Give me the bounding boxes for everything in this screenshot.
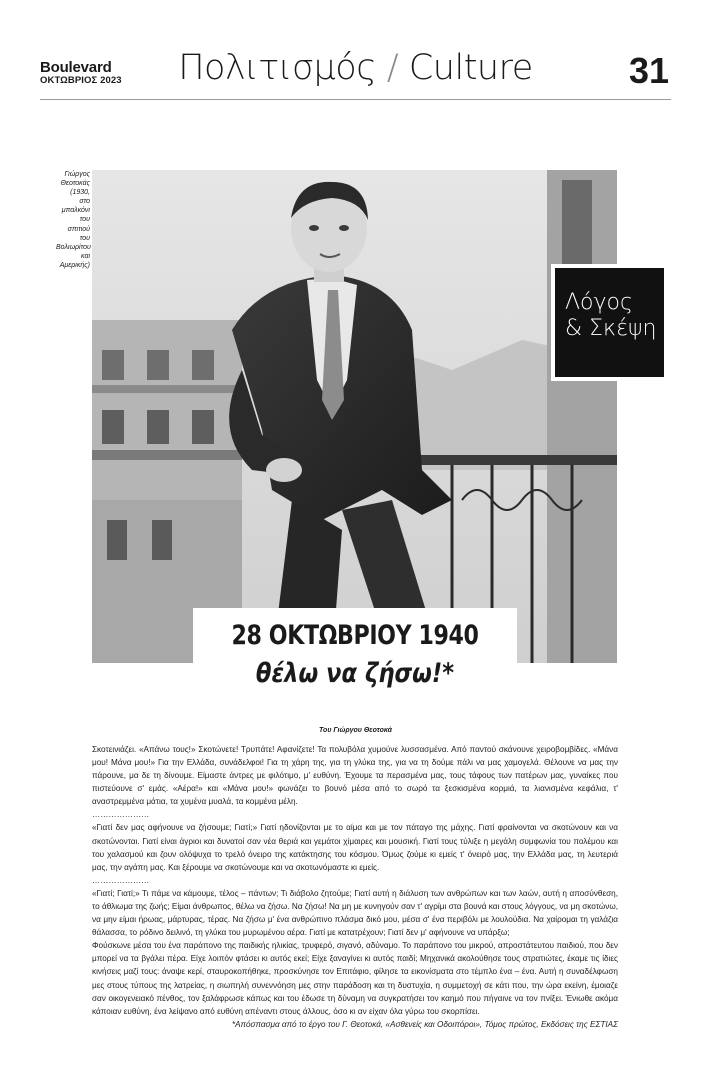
section-title-english: Culture xyxy=(408,48,533,88)
article-paragraph-3: «Γιατί; Γιατί;» Τι πάμε να κάμουμε, τέλος – πάντων; Τι διάβολο ζητούμε; Γιατί αυτή η διάλυση των ανθρώπων και των λαών, αυτή η αποσύνθεση, το άθλιωμα της ζωής; Είμαι άνθρωπος, θέλω να ζήσω. Να ζήσω! Να μη με κυνηγούν σαν τ' αγρίμι στα βουνά και στους λόγγους, να μη σκοτώνω, να μην είμαι ήρωας, μάρτυρας, τέρας. Να ζήσω μ' ένα ανθρώπινο πλάσμα δικό μου, μέσα σ' ένα περιβόλι με λουλούδια. Να χαίρομαι τη γαλάζια θάλασσα, το ρόδινο δειλινό, τη γλύκα του μυρωμένου αέρα. Γιατί με κατατρέχουν; Γιατί δεν μ' αφήνουνε να υπάρξω; xyxy=(92,888,618,938)
article-body xyxy=(92,743,618,1031)
section-separator-1: ………………… xyxy=(92,810,150,820)
photo-caption: Γιώργος Θεοτοκάς (1930, στο μπαλκόνι του σπιτιού του Βολιωρίτου και Αμερικής) xyxy=(56,171,91,269)
article-paragraph-4: Φούσκωνε μέσα του ένα παράπονο της παιδικής ηλικίας, τρυφερό, σιγανό, αδύναμο. Το παράπονο του μικρού, απροστάτευτου παιδιού, που δεν μπορεί να τα βγάλει πέρα. Είχε λοιπόν φτάσει κι αυτός εκεί; Είχε ξαναγίνει κι αυτός παιδί; Μηχανικά ακολούθησε τους στρατιώτες, έκαμε τις ίδιες κινήσεις μαζί τους: άναψε κερί, σταυροκοπήθηκε, προσκύνησε τον Επιτάφιο, φίλησε τα εικονίσματα στο τέμπλο ένα – ένα. Αυτή η συναδέλφωση μες στους τύπους της λατρείας, η σιωπηλή συνεννόηση μες στην παράδοση και τη δυστυχία, η συμμετοχή σε κάτι που, την ώρα εκείνη, έμοιαζε σαν οικογενειακό πένθος, τον ξαλάφρωσε κάπως και του έδωσε τη δύναμη να συγκρατήσει τον καημό που πήγαινε να τον πνίξει. Ένιωθε ακόμα κάποιαν ευθύνη, ένα λείψανο από ευθύνη απέναντι στους άλλους, όσο κι αν είχαν όλα γύρω του σκορπίσει. xyxy=(92,941,618,1016)
byline: Του Γιώργου Θεοτοκά xyxy=(319,727,392,734)
section-title-separator: / xyxy=(386,48,399,88)
headline-title: θέλω να ζήσω!* xyxy=(255,658,455,689)
page-number: 31 xyxy=(628,50,669,91)
section-title-greek: Πολιτισμός xyxy=(178,48,377,88)
section-title xyxy=(0,48,711,88)
header-divider xyxy=(40,99,671,100)
section-badge-box xyxy=(555,268,664,377)
article-paragraph-1: Σκοτεινιάζει. «Απάνω τους!» Σκοτώνετε! Τρυπάτε! Αφανίζετε! Τα πολυβόλα χυμούνε λυσσασμένα. Από παντού σκάνουνε χειροβομβίδες. «Μάνα μου! Μάνα μου!» Για την Ελλάδα, συνάδελφοι! Για τη χάρη της, για τη γλύκα της, για να τη δούμε πάλι να μας χαμογελά. Θέλουνε να μας την πάρουνε, μα δε τη δίνουμε. Είμαστε άντρες με φιλότιμο, μ' ευθύνη. Έχουμε τα περασμένα μας, τους τάφους των πατέρων μας, γυναίκες που πιστεύουνε σ' εμάς. «Αέρα!» και «Μάνα μου!» φωνάζει το βουνό μέσα από το σωρό τα ξεσκισμένα κορμιά, τα λιανισμένα κεφάλια, τ' αναστρεμμένα μάτια, τα χυμένα μυαλά, τα κομμένα μέλη. xyxy=(92,745,618,807)
badge-line-2: & Σκέψη xyxy=(565,316,657,342)
brand-name: Boulevard xyxy=(40,59,112,76)
badge-line-1: Λόγος xyxy=(565,290,633,315)
headline-date: 28 ΟΚΤΩΒΡΙΟΥ 1940 xyxy=(231,620,479,651)
portrait-photo xyxy=(92,170,617,663)
section-badge xyxy=(551,264,668,381)
issue-date: ΟΚΤΩΒΡΙΟΣ 2023 xyxy=(40,75,122,86)
article-paragraph-2: «Γιατί δεν μας αφήνουνε να ζήσουμε; Γιατί;» Γιατί ηδονίζονται με το αίμα και με τον πάταγο της μάχης. Γιατί φραίνονται να σκοτώνουν και να σκοτώνονται. Γιατί είναι άγριοι και δυνατοί σαν νέα θεριά και γεμάτοι χίμαιρες και μουσική. Γιατί τους τύλιξε η μεγάλη συμφωνία του πολέμου και του χαλασμού και ζουν ολόψυχα το τρελό όνειρο της κατάκτησης του κόσμου. Όμως ζούμε κι εμείς τ' όνειρό μας, την Ελλάδα μας, τη λευτεριά μας, την αγάπη μας. Και ξέρουμε να σκοτώνουμε και να σκοτωνόμαστε κι εμείς. xyxy=(92,823,618,872)
article-footnote: *Απόσπασμα από το έργο του Γ. Θεοτοκά, «Ασθενείς και Οδοιπόροι», Τόμος πρώτος, Εκδόσεις της ΕΣΤΙΑΣ xyxy=(231,1019,618,1029)
section-separator-2: ………………… xyxy=(92,875,150,885)
headline-box xyxy=(193,608,517,718)
